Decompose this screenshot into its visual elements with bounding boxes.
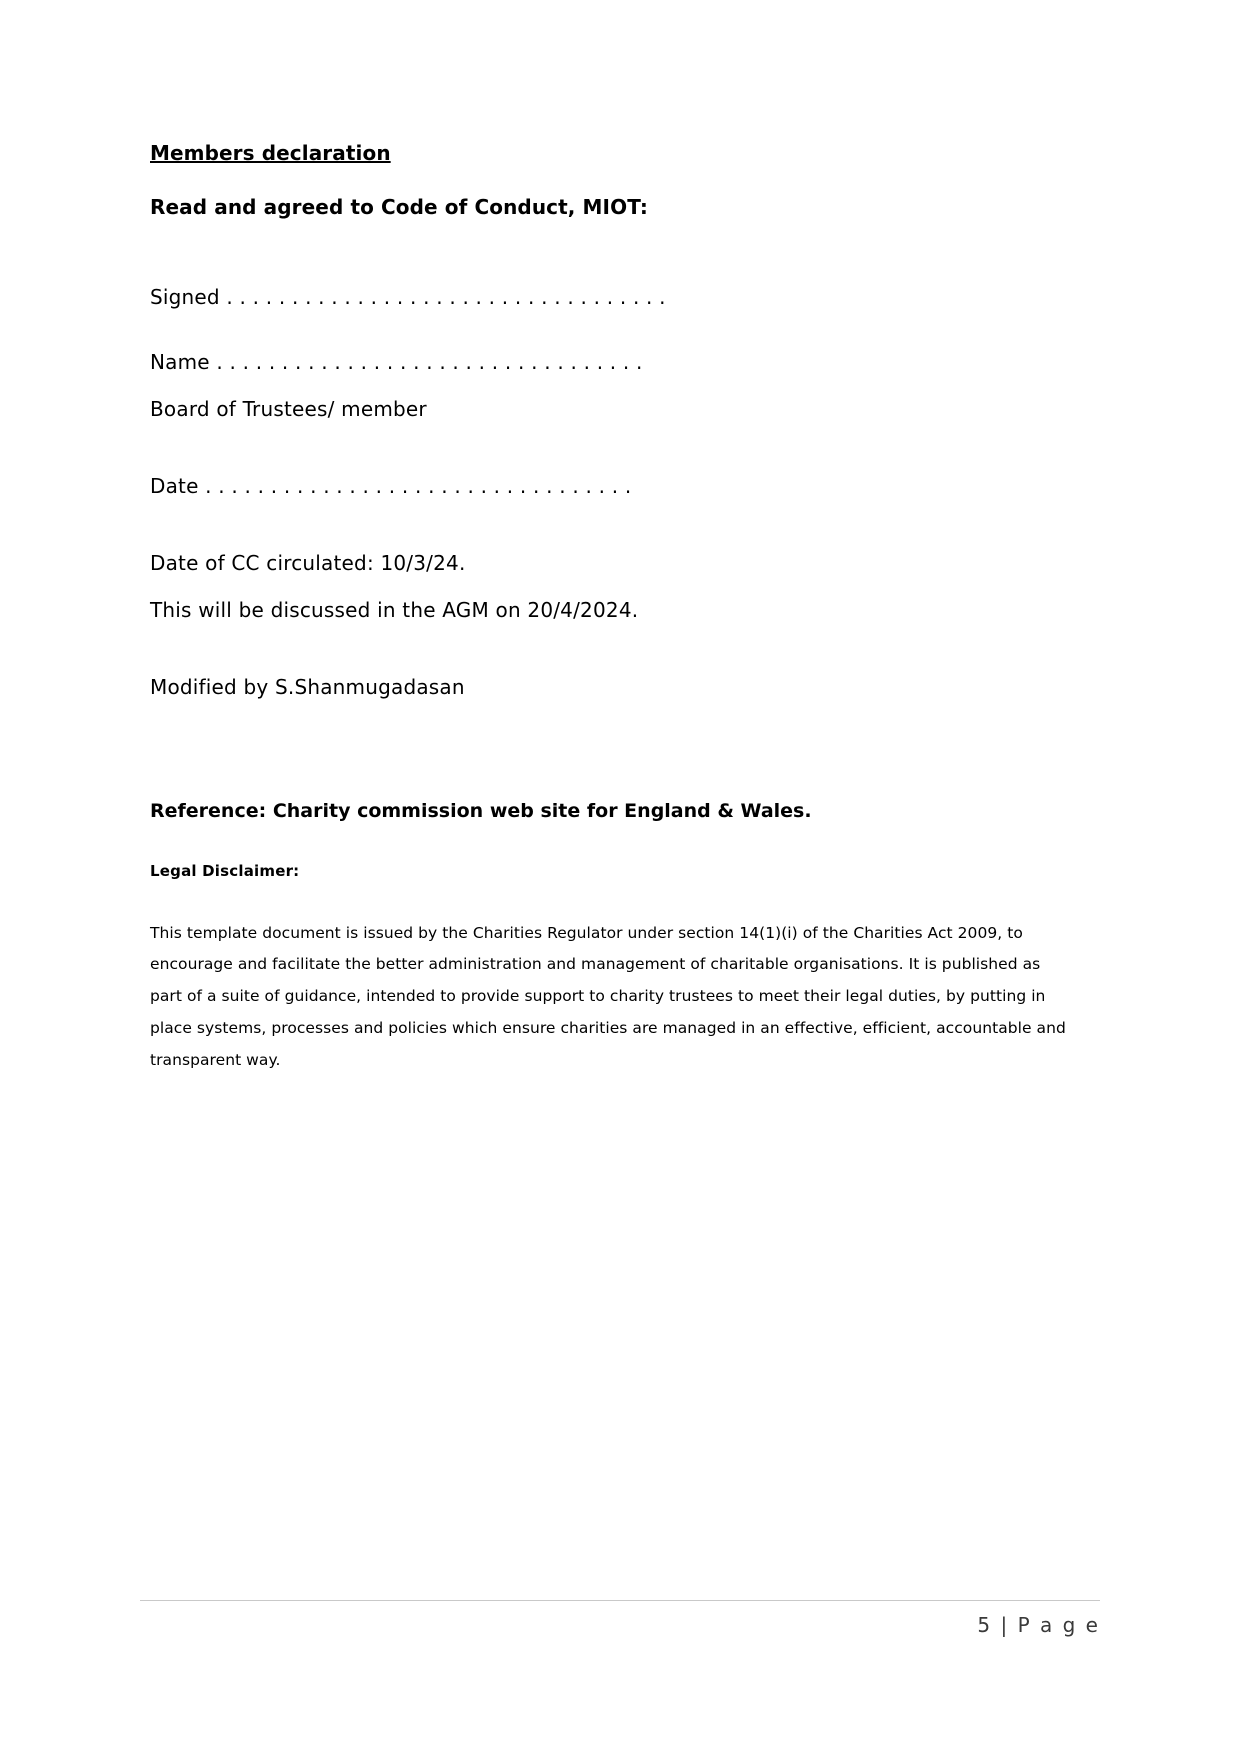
spacer xyxy=(150,702,1100,798)
spacer xyxy=(150,882,1100,918)
agm-discussion-line: This will be discussed in the AGM on 20/4/2024. xyxy=(150,598,639,622)
board-of-trustees-line: Board of Trustees/ member xyxy=(150,397,427,421)
spacer xyxy=(150,578,1100,596)
signed-field-line: Signed . . . . . . . . . . . . . . . . . . . . . . . . . . . . . . . . . . xyxy=(150,285,666,309)
spacer xyxy=(150,501,1100,549)
date-cc-circulated-line: Date of CC circulated: 10/3/24. xyxy=(150,551,466,575)
spacer xyxy=(150,625,1100,673)
spacer xyxy=(150,424,1100,472)
reference-heading: Reference: Charity commission web site for England & Wales. xyxy=(150,800,812,822)
spacer xyxy=(150,825,1100,861)
members-declaration-heading: Members declaration xyxy=(150,141,391,165)
date-field-line: Date . . . . . . . . . . . . . . . . . . . . . . . . . . . . . . . . . xyxy=(150,474,632,498)
name-field-line: Name . . . . . . . . . . . . . . . . . . . . . . . . . . . . . . . . . xyxy=(150,350,643,374)
code-of-conduct-agreement-line: Read and agreed to Code of Conduct, MIOT: xyxy=(150,195,648,219)
spacer xyxy=(150,377,1100,395)
legal-disclaimer-body: This template document is issued by the Charities Regulator under section 14(1)(i) of the Charities Act 2009, to encourage and facilitate the better administration and management of charitable organisations. It is published as part of a suite of guidance, intended to provide support to charity trustees to meet their legal duties, by putting in place systems, processes and policies which ensure charities are managed in an effective, efficient, accountable and transparent way. xyxy=(150,923,1066,1069)
page-footer xyxy=(140,1600,1100,1637)
legal-disclaimer-title: Legal Disclaimer: xyxy=(150,861,300,880)
document-body xyxy=(150,140,1100,1076)
page-number: 5 | P a g e xyxy=(977,1613,1100,1637)
modified-by-line: Modified by S.Shanmugadasan xyxy=(150,675,465,699)
spacer xyxy=(150,312,1100,348)
spacer xyxy=(150,235,1100,283)
